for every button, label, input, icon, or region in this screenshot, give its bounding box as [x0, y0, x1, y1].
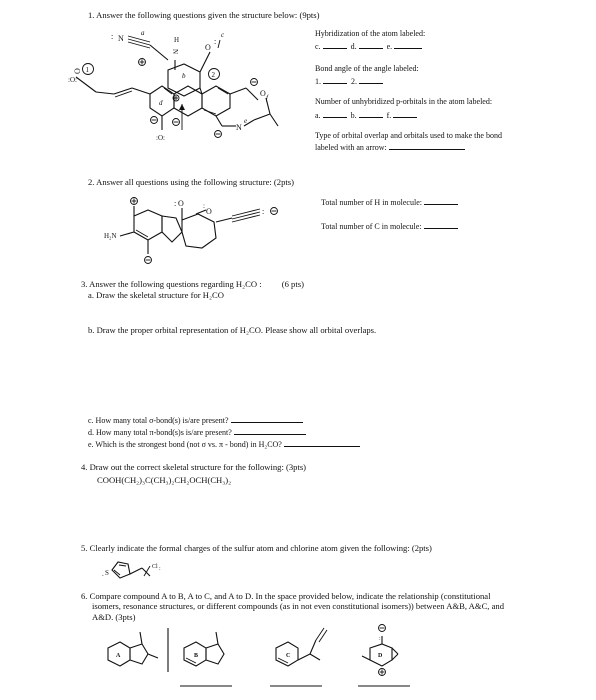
q3-c-blank[interactable]: [231, 414, 303, 423]
q6-title-1: 6. Compare compound A to B, A to C, and A to D. In the space provided below, indicate the relationship (constitutional: [81, 591, 491, 601]
hybrid-row: c. d. e.: [315, 40, 422, 52]
q3-d: d. How many total π-bond(s)s is/are present?: [88, 426, 306, 438]
compound-c: [276, 628, 327, 666]
q3-title: 3. Answer the following questions regarding H₂CO : (6 pts): [81, 279, 304, 289]
svg-text:N: N: [118, 34, 124, 43]
q1-title: 1. Answer the following questions given the structure below: (9pts): [88, 10, 320, 20]
svg-text::: :: [203, 202, 205, 210]
q2-c-count: Total number of C in molecule:: [321, 220, 458, 232]
q2-title: 2. Answer all questions using the following structure: (2pts): [88, 177, 294, 187]
svg-text:S: S: [105, 569, 109, 577]
q2-structure: [100, 192, 300, 272]
angle-2-blank[interactable]: [359, 75, 383, 84]
hybrid-e-blank[interactable]: [394, 40, 422, 49]
h-count-blank[interactable]: [424, 196, 458, 205]
svg-text:D: D: [378, 653, 383, 659]
svg-text:N: N: [171, 49, 179, 55]
svg-text:O: O: [178, 199, 184, 208]
svg-text:e: e: [244, 117, 248, 125]
svg-text:H₂N: H₂N: [104, 232, 117, 240]
svg-text:a: a: [141, 29, 145, 37]
q3-b: b. Draw the proper orbital representation of H₂CO. Please show all orbital overlaps.: [88, 325, 377, 335]
svg-text:c: c: [221, 31, 225, 39]
overlap-blank[interactable]: [389, 141, 465, 150]
q5-title: 5. Clearly indicate the formal charges of the sulfur atom and chlorine atom given the following: (2pts): [81, 543, 432, 553]
q3-c: c. How many total σ-bond(s) is/are present?: [88, 414, 303, 426]
compound-d: [362, 625, 398, 676]
q3-e-blank[interactable]: [284, 438, 360, 447]
q4-title: 4. Draw out the correct skeletal structure for the following: (3pts): [81, 462, 307, 472]
svg-text:H: H: [174, 36, 180, 44]
hybrid-d-blank[interactable]: [359, 40, 383, 49]
overlap-line1: Type of orbital overlap and orbitals used to make the bond: [315, 131, 502, 140]
unhyb-f-blank[interactable]: [393, 109, 417, 118]
angle-title: Bond angle of the angle labeled:: [315, 64, 419, 73]
svg-text:1: 1: [85, 66, 89, 74]
svg-text::: :: [174, 199, 177, 208]
unhyb-title: Number of unhybridized p-orbitals in the atom labeled:: [315, 97, 493, 106]
svg-text:O: O: [205, 43, 211, 52]
q6-title-3: A&D. (3pts): [92, 612, 136, 622]
angle-1-blank[interactable]: [323, 75, 347, 84]
hybrid-c-blank[interactable]: [323, 40, 347, 49]
svg-text:N: N: [236, 123, 242, 132]
svg-text::: :: [262, 207, 265, 216]
compound-b: [184, 632, 224, 666]
q6-title-2: isomers, resonance structures, or different compounds (as in not even constitutional isomers)) between A&B, A&C, and: [92, 601, 505, 611]
q3-e: e. Which is the strongest bond (not σ vs. π - bond) in H₂CO?: [88, 438, 360, 450]
svg-text:b: b: [182, 72, 186, 80]
svg-text:C: C: [286, 653, 291, 659]
q6-compounds: [100, 620, 440, 700]
svg-text::: :: [214, 37, 217, 46]
unhyb-row: a. b. f.: [315, 109, 417, 121]
svg-text:O: O: [73, 68, 82, 74]
angle-row: 1. 2.: [315, 75, 383, 87]
svg-text:f: f: [266, 94, 268, 102]
svg-text:d: d: [159, 99, 163, 107]
compound-a: [108, 632, 158, 666]
svg-text::O:: :O:: [156, 134, 165, 142]
unhyb-a-blank[interactable]: [323, 109, 347, 118]
q2-h-count: Total number of H in molecule:: [321, 196, 458, 208]
q4-formula: COOH(CH₂)₃C(CH₃)₂CH₂OCH(CH₃)₂: [97, 475, 232, 485]
svg-text::: :: [159, 566, 161, 572]
hybrid-title: Hybridization of the atom labeled:: [315, 29, 426, 38]
svg-text:O: O: [260, 89, 266, 98]
svg-text::O:: :O:: [68, 76, 77, 84]
svg-text:B: B: [194, 653, 199, 659]
c-count-blank[interactable]: [424, 220, 458, 229]
q3-a: a. Draw the skeletal structure for H₂CO: [88, 290, 224, 300]
overlap-line2: labeled with an arrow:: [315, 141, 465, 153]
unhyb-b-blank[interactable]: [359, 109, 383, 118]
q5-structure: [98, 556, 168, 586]
svg-text:.: .: [102, 570, 104, 578]
svg-text::: :: [379, 636, 381, 642]
svg-text:Cl: Cl: [152, 564, 158, 570]
svg-text:O: O: [206, 207, 212, 216]
svg-text:2: 2: [211, 71, 215, 79]
q3-d-blank[interactable]: [234, 426, 306, 435]
svg-text::: :: [111, 32, 114, 41]
svg-text:A: A: [116, 653, 121, 659]
